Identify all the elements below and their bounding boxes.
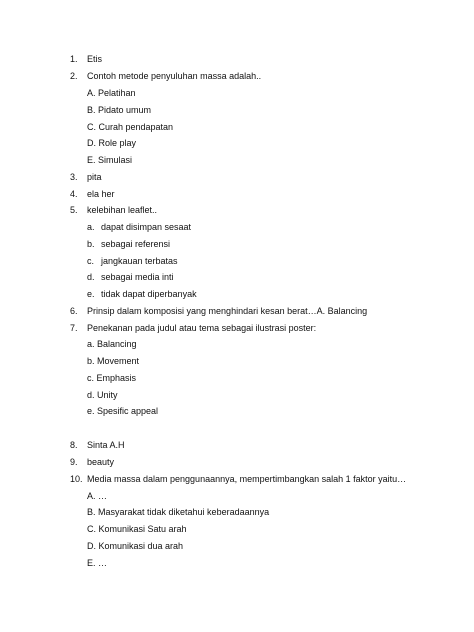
question-text: Sinta A.H <box>87 440 125 450</box>
option-text: b. Movement <box>87 356 140 366</box>
option-text: B. Pidato umum <box>87 105 152 115</box>
question-text: beauty <box>87 457 115 467</box>
question-number: 2. <box>70 71 78 81</box>
question-number: 7. <box>70 323 78 333</box>
question-text: Prinsip dalam komposisi yang menghindari kesan berat…A. Balancing <box>87 306 368 316</box>
question-number: 1. <box>70 54 78 64</box>
option-text: C. Curah pendapatan <box>87 122 174 132</box>
option-letter: d. <box>87 272 95 282</box>
option-text: A. … <box>87 491 108 501</box>
question-text: pita <box>87 172 102 182</box>
option-text: jangkauan terbatas <box>101 256 178 266</box>
question-text: ela her <box>87 189 115 199</box>
question-number: 10. <box>70 474 83 484</box>
option-letter: e. <box>87 289 95 299</box>
question-text: Etis <box>87 54 103 64</box>
option-text: B. Masyarakat tidak diketahui keberadaannya <box>87 507 270 517</box>
question-text: Contoh metode penyuluhan massa adalah.. <box>87 71 262 81</box>
option-text: c. Emphasis <box>87 373 137 383</box>
option-text: E. … <box>87 558 108 568</box>
option-text: C. Komunikasi Satu arah <box>87 524 187 534</box>
question-number: 3. <box>70 172 78 182</box>
option-text: A. Pelatihan <box>87 88 136 98</box>
option-text: D. Role play <box>87 138 137 148</box>
question-number: 9. <box>70 457 78 467</box>
option-text: sebagai media inti <box>101 272 174 282</box>
question-number: 5. <box>70 205 78 215</box>
option-letter: c. <box>87 256 95 266</box>
option-text: d. Unity <box>87 390 118 400</box>
option-text: D. Komunikasi dua arah <box>87 541 184 551</box>
question-number: 8. <box>70 440 78 450</box>
option-text: E. Simulasi <box>87 155 133 165</box>
question-text: Penekanan pada judul atau tema sebagai ilustrasi poster: <box>87 323 317 333</box>
option-text: e. Spesific appeal <box>87 406 159 416</box>
option-text: sebagai referensi <box>101 239 171 249</box>
option-text: tidak dapat diperbanyak <box>101 289 197 299</box>
question-number: 6. <box>70 306 78 316</box>
option-letter: b. <box>87 239 95 249</box>
option-text: dapat disimpan sesaat <box>101 222 192 232</box>
option-letter: a. <box>87 222 95 232</box>
question-number: 4. <box>70 189 78 199</box>
question-text: kelebihan leaflet.. <box>87 205 158 215</box>
option-text: a. Balancing <box>87 339 137 349</box>
question-text: Media massa dalam penggunaannya, mempertimbangkan salah 1 faktor yaitu… <box>87 474 407 484</box>
